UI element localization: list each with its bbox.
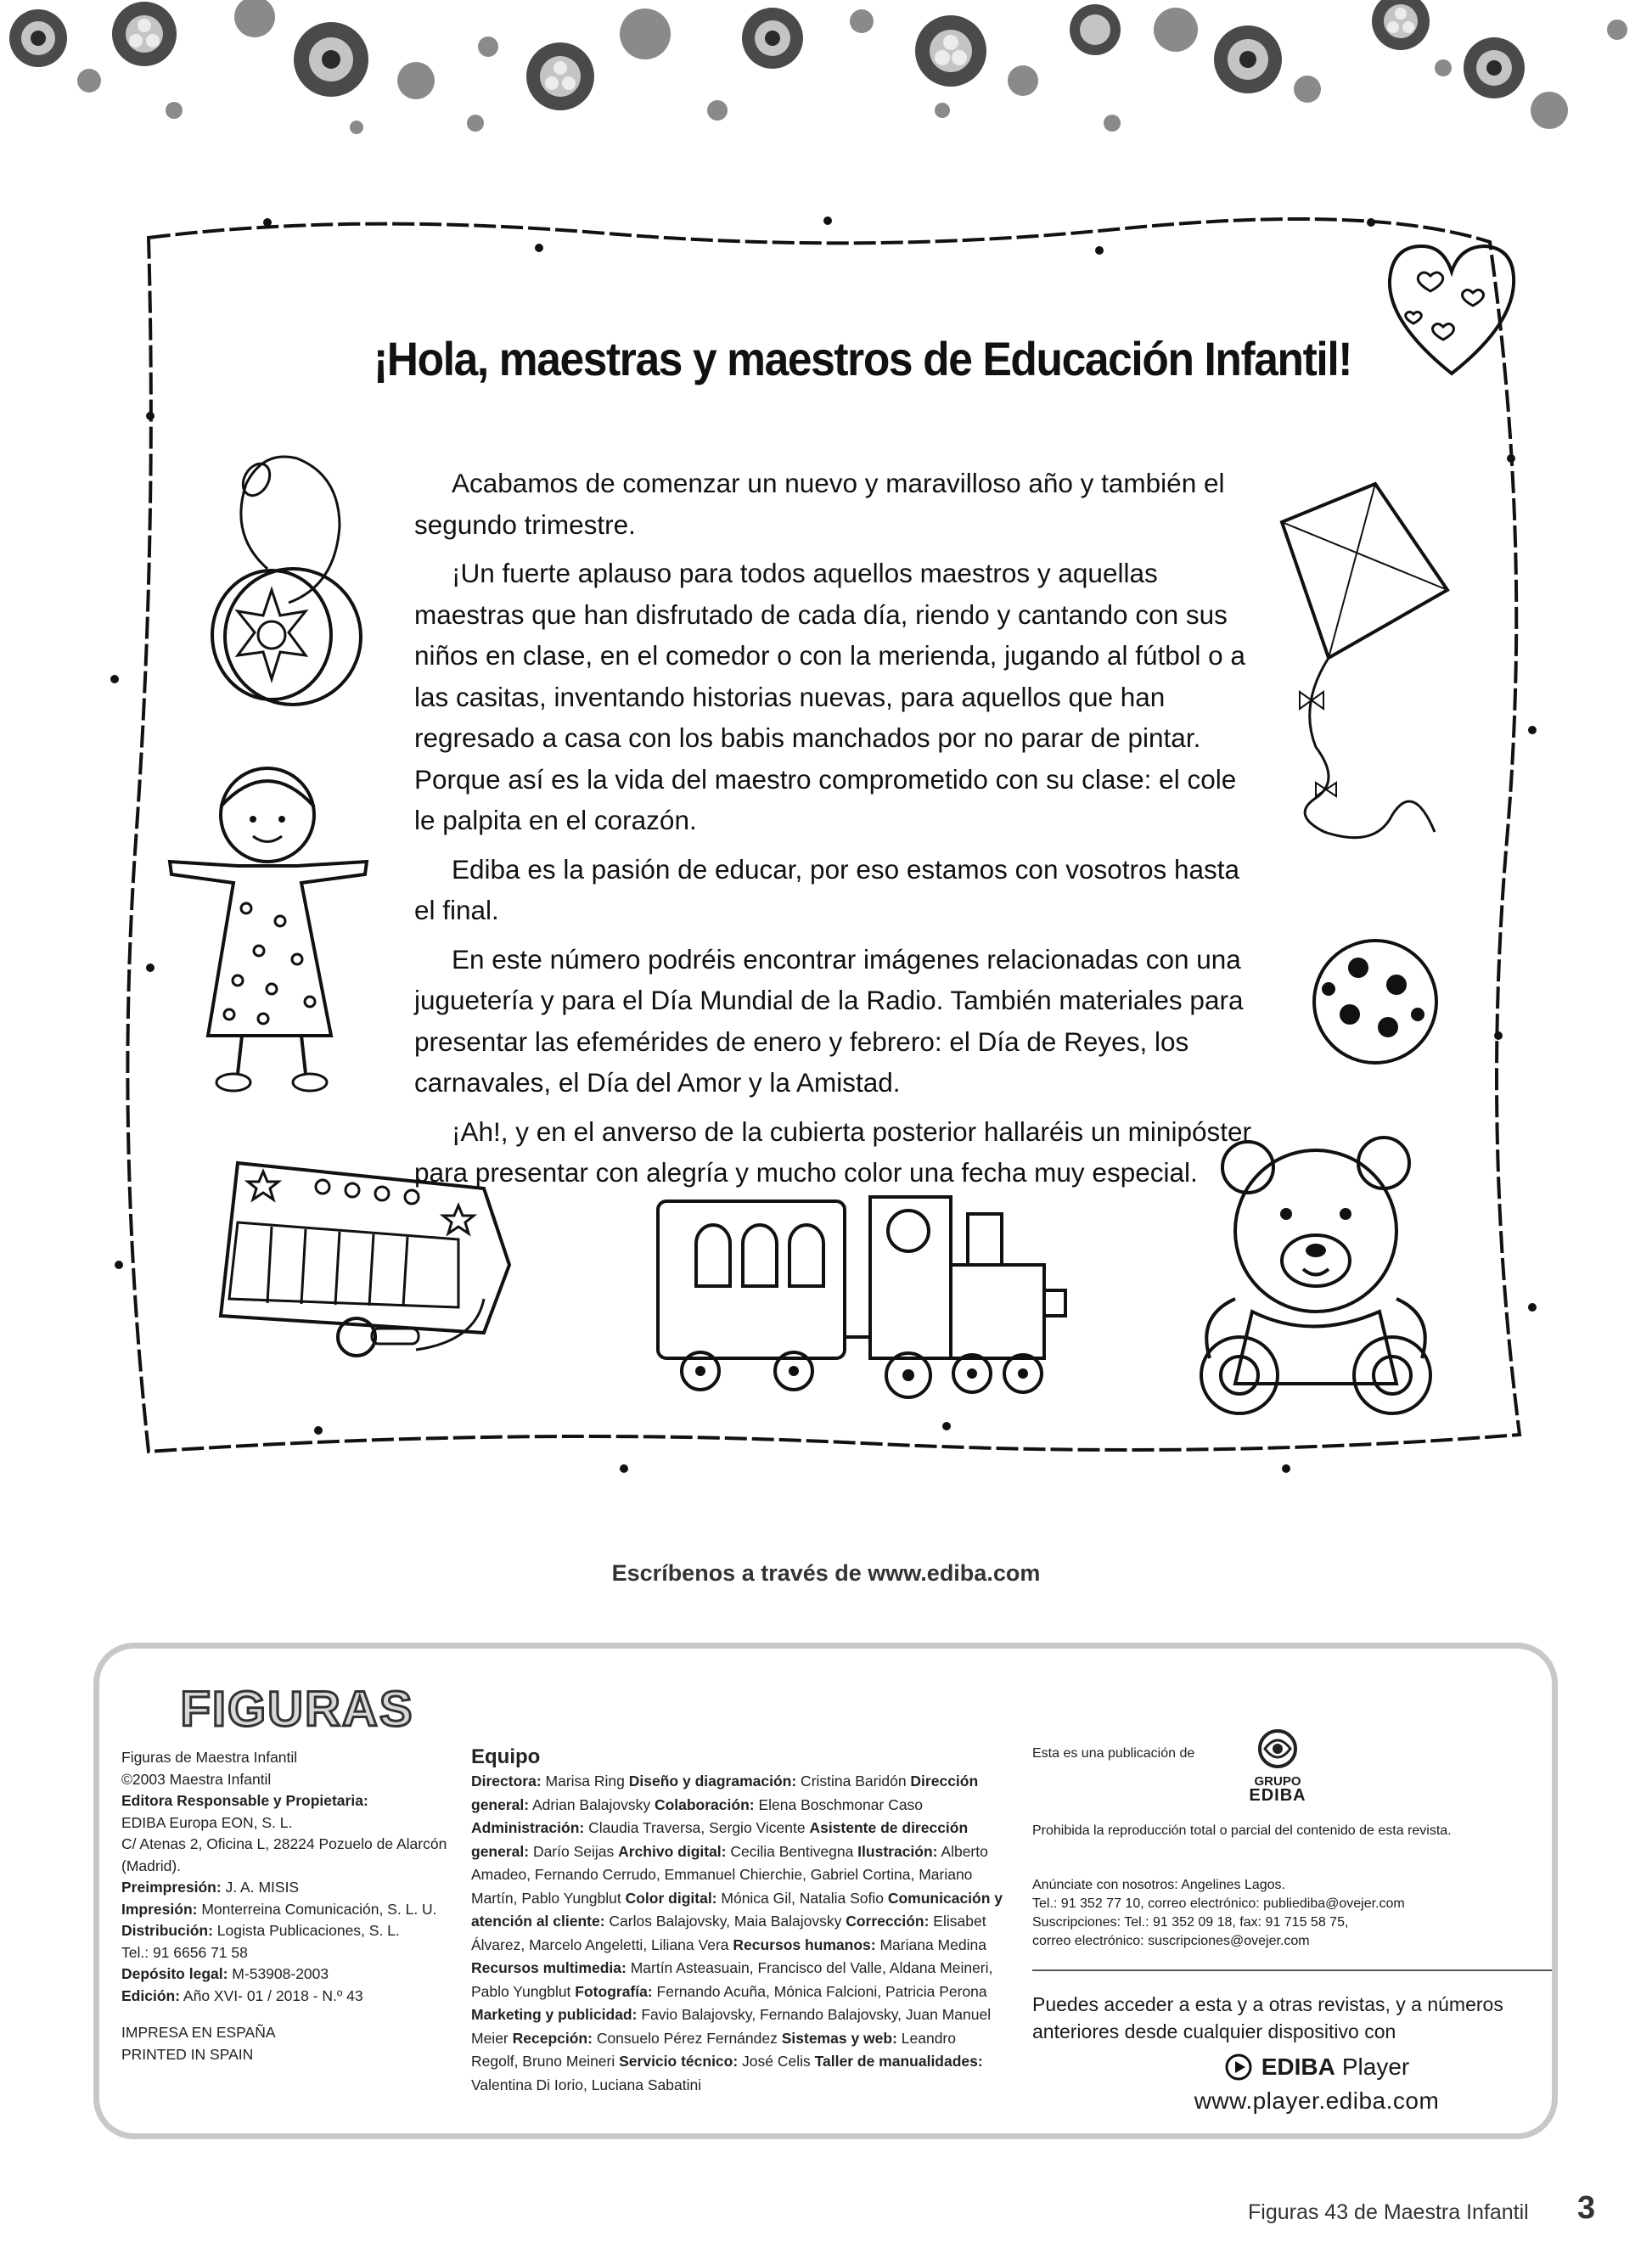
- team-role-value: Cecilia Bentivegna: [726, 1842, 858, 1860]
- info-line: C/ Atenas 2, Oficina L, 28224 Pozuelo de Alarcón: [121, 1835, 447, 1852]
- divider: [1032, 1969, 1552, 1971]
- team-role-value: José Celis: [738, 2053, 815, 2070]
- team-role-value: Elena Boschmonar Caso: [754, 1795, 924, 1813]
- paragraph: ¡Ah!, y en el anverso de la cubierta posterior hallaréis un minipóster para presentar con alegría y mucho color una fecha muy especial.: [414, 1115, 1251, 1188]
- team-role-label: Servicio técnico:: [619, 2053, 739, 2070]
- team-role-label: Diseño y diagramación:: [628, 1773, 797, 1789]
- ball-illustration: [1307, 934, 1443, 1070]
- info-line: PRINTED IN SPAIN: [121, 2045, 254, 2063]
- decorative-dots-border: [0, 0, 1652, 161]
- advertising-info: [1032, 1876, 1542, 1951]
- train-illustration: [645, 1180, 1078, 1409]
- prohibition-note: Prohibida la reproducción total o parcial del contenido de esta revista.: [1032, 1823, 1452, 1838]
- ads-line: Tel.: 91 352 77 10, correo electrónico: publiediba@ovejer.com: [1032, 1896, 1405, 1911]
- team-role-label: Administración:: [471, 1819, 585, 1836]
- team-role-value: Alberto Amadeo, Fernando Cerrudo, Emmanuel Chierchie, Gabriel Cortina, Mariano Martín, Pablo Yungblut: [471, 1842, 988, 1907]
- team-role-value: Mónica Gil, Natalia Sofio: [716, 1889, 888, 1907]
- teddy-bear-illustration: [1184, 1129, 1447, 1418]
- letter-body: [414, 463, 1263, 1201]
- info-value: J. A. MISIS: [221, 1879, 300, 1896]
- team-role-label: Color digital:: [625, 1889, 717, 1907]
- grupo-label: GRUPO: [1254, 1774, 1301, 1789]
- team-role-label: Archivo digital:: [618, 1842, 727, 1860]
- team-role-label: Corrección:: [846, 1913, 930, 1930]
- info-line: EDIBA Europa EON, S. L.: [121, 1813, 293, 1831]
- team-role-label: Marketing y publicidad:: [471, 2006, 638, 2023]
- access-note: Puedes acceder a esta y a otras revistas, y a números anteriores desde cualquier dispositivo con: [1032, 1993, 1503, 2042]
- team-heading: Equipo: [471, 1745, 541, 1768]
- team-role-value: Claudia Traversa, Sergio Vicente: [584, 1819, 810, 1836]
- paragraph: Ediba es la pasión de educar, por eso estamos con vosotros hasta el final.: [414, 853, 1240, 925]
- yoyo-illustration: [195, 433, 365, 713]
- ediba-emblem-icon: [1255, 1728, 1301, 1770]
- team-role-label: Recursos multimedia:: [471, 1959, 627, 1976]
- team-role-value: Leandro Regolf, Bruno Meineri: [471, 2029, 956, 2070]
- team-role-value: Valentina Di Iorio, Luciana Sabatini: [471, 2076, 702, 2093]
- paragraph: Acabamos de comenzar un nuevo y maravilloso año y también el segundo trimestre.: [414, 468, 1225, 540]
- team-role-label: Recepción:: [512, 2029, 593, 2047]
- ads-line: Suscripciones: Tel.: 91 352 09 18, fax: 91 715 58 75,: [1032, 1915, 1349, 1930]
- team-role-value: Favio Balajovsky, Fernando Balajovsky, Juan Manuel Meier: [471, 2006, 992, 2047]
- paragraph: ¡Un fuerte aplauso para todos aquellos maestros y aquellas maestras que han disfrutado de cada día, riendo y cantando con sus niños en clase, en el comedor o con la merienda, jugando al fútbol o a las casitas, inventando historias nuevas, para aquellos que han regresado a casa con los babis manchados por no parar de pintar. Porque así es la vida del maestro comprometido con su clase: el cole le palpita en el corazón.: [414, 558, 1245, 835]
- kite-illustration: [1265, 475, 1460, 866]
- player-word: Player: [1341, 2054, 1410, 2080]
- team-credits: [471, 1745, 1006, 2097]
- team-role-label: Asistente de dirección general:: [471, 1819, 969, 1860]
- grupo-ediba-logo: [1231, 1728, 1324, 1817]
- info-line: IMPRESA EN ESPAÑA: [121, 2024, 276, 2041]
- info-label: Impresión:: [121, 1900, 198, 1918]
- team-role-value: Adrian Balajovsky: [529, 1795, 655, 1813]
- ads-line: correo electrónico: suscripciones@ovejer.com: [1032, 1934, 1310, 1948]
- info-line: Tel.: 91 6656 71 58: [121, 1943, 248, 1961]
- team-role-value: Elisabet Álvarez, Marcelo Angeletti, Liliana Vera: [471, 1913, 986, 1953]
- team-role-value: Mariana Medina: [875, 1936, 986, 1953]
- team-role-label: Fotografía:: [575, 1982, 653, 2000]
- team-role-label: Dirección general:: [471, 1773, 979, 1813]
- team-role-label: Recursos humanos:: [733, 1936, 876, 1953]
- info-value: Logista Publicaciones, S. L.: [212, 1922, 400, 1939]
- info-line: (Madrid).: [121, 1857, 182, 1874]
- team-role-value: Marisa Ring: [541, 1773, 629, 1789]
- team-role-label: Sistemas y web:: [781, 2029, 897, 2047]
- team-role-label: Comunicación y atención al cliente:: [471, 1889, 1003, 1930]
- toy-piano-illustration: [204, 1146, 526, 1375]
- page-number: 3: [1577, 2190, 1596, 2226]
- info-line: ©2003 Maestra Infantil: [121, 1770, 272, 1788]
- figuras-logo: [161, 1679, 433, 1739]
- info-line: Figuras de Maestra Infantil: [121, 1749, 298, 1766]
- info-label: Depósito legal:: [121, 1965, 228, 1982]
- team-role-label: Directora:: [471, 1773, 542, 1789]
- play-icon: [1224, 2053, 1253, 2082]
- info-value: M-53908-2003: [228, 1965, 329, 1982]
- team-role-label: Ilustración:: [857, 1842, 938, 1860]
- info-label: Edición:: [121, 1986, 181, 2004]
- team-role-value: Carlos Balajovsky, Maia Balajovsky: [604, 1913, 846, 1930]
- publisher-info: [121, 1747, 447, 2065]
- ads-line: Anúnciate con nosotros: Angelines Lagos.: [1032, 1878, 1285, 1892]
- info-label: Distribución:: [121, 1922, 213, 1939]
- player-url-link[interactable]: www.player.ediba.com: [1194, 2087, 1440, 2114]
- team-role-value: Fernando Acuña, Mónica Falcioni, Patricia Perona: [652, 1982, 987, 2000]
- ediba-label: EDIBA: [1249, 1786, 1306, 1805]
- player-brand: EDIBA: [1261, 2054, 1335, 2080]
- heart-illustration: [1379, 233, 1524, 386]
- paragraph: En este número podréis encontrar imágenes relacionadas con una juguetería y para el Día Mundial de la Radio. También materiales para presentar las efemérides de enero y febrero: el Día de Reyes, los carnavales, el Día del Amor y la Amistad.: [414, 943, 1244, 1098]
- info-value: Año XVI- 01 / 2018 - N.º 43: [180, 1986, 363, 2004]
- ediba-player-promo[interactable]: [1168, 2053, 1465, 2115]
- publisher-note: Esta es una publicación de: [1032, 1746, 1195, 1761]
- team-role-value: Consuelo Pérez Fernández: [592, 2029, 782, 2047]
- page-title: ¡Hola, maestras y maestros de Educación Infantil!: [374, 332, 1352, 385]
- team-role-label: Taller de manualidades:: [814, 2053, 983, 2070]
- logo-text: FIGURAS: [180, 1682, 414, 1737]
- info-label: Preimpresión:: [121, 1879, 222, 1896]
- contact-line: Escríbenos a través de www.ediba.com: [611, 1560, 1041, 1586]
- team-role-value: Darío Seijas: [529, 1842, 619, 1860]
- doll-illustration: [161, 756, 382, 1095]
- team-role-value: Cristina Baridón: [796, 1773, 911, 1789]
- team-role-value: Martín Asteasuain, Francisco del Valle, Aldana Meineri, Pablo Yungblut: [471, 1959, 993, 2000]
- footer-magazine-title: Figuras 43 de Maestra Infantil: [1248, 2200, 1529, 2224]
- team-role-label: Colaboración:: [654, 1795, 755, 1813]
- info-label: Editora Responsable y Propietaria:: [121, 1792, 368, 1809]
- info-value: Monterreina Comunicación, S. L. U.: [197, 1900, 437, 1918]
- team-list: [471, 1770, 1006, 2097]
